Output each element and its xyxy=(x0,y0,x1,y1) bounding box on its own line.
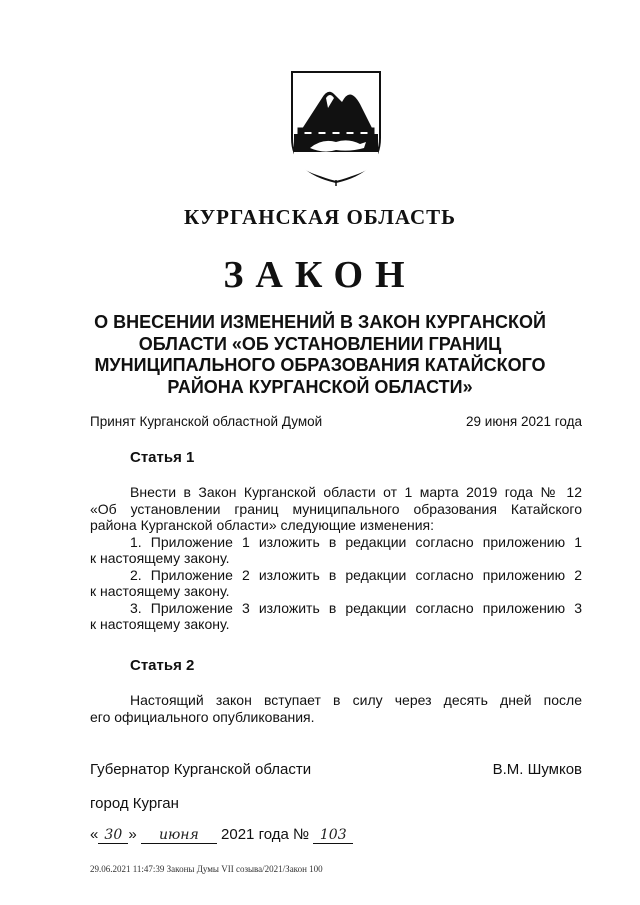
article-1-line: к настоящему закону. xyxy=(90,616,230,632)
adoption-row xyxy=(90,414,582,429)
date-year-text: 2021 года № xyxy=(221,826,310,843)
law-title-line: РАЙОНА КУРГАНСКОЙ ОБЛАСТИ» xyxy=(167,376,473,397)
adopted-by-text: Принят Курганской областной Думой xyxy=(90,414,323,429)
signature-row xyxy=(90,761,582,778)
region-title: КУРГАНСКАЯ ОБЛАСТЬ xyxy=(183,205,457,229)
signatory-position: Губернатор Курганской области xyxy=(90,761,312,778)
signing-date-line xyxy=(90,826,353,844)
adoption-date: 29 июня 2021 года xyxy=(466,414,582,429)
article-1-line: 3. Приложение 3 изложить в редакции согласно приложению 3 xyxy=(130,599,582,616)
article-2-body xyxy=(90,692,582,725)
article-1-line: к настоящему закону. xyxy=(90,583,230,599)
handwritten-number: 103 xyxy=(313,827,353,844)
signatory-name: В.М. Шумков xyxy=(492,761,582,778)
document-type: ЗАКОН xyxy=(223,254,417,296)
date-close-quote: » xyxy=(128,826,137,843)
article-1-line: к настоящему закону. xyxy=(90,550,230,566)
article-1-line: района Курганской области» следующие изменения: xyxy=(90,517,435,533)
law-title-line: МУНИЦИПАЛЬНОГО ОБРАЗОВАНИЯ КАТАЙСКОГО xyxy=(94,355,546,375)
place-text: город Курган xyxy=(90,795,179,812)
handwritten-day: 30 xyxy=(98,827,128,844)
article-2-line: его официального опубликования. xyxy=(90,708,315,725)
handwritten-month: июня xyxy=(141,827,217,844)
law-title xyxy=(90,312,550,398)
article-1-heading: Статья 1 xyxy=(130,449,195,466)
article-1-line: 2. Приложение 2 изложить в редакции согласно приложению 2 xyxy=(130,566,582,583)
coat-of-arms-emblem xyxy=(288,68,384,186)
article-1-line: «Об установлении границ муниципального образования Катайского xyxy=(90,500,582,517)
article-2-line: Настоящий закон вступает в силу через десять дней после xyxy=(130,692,582,708)
article-1-line: 1. Приложение 1 изложить в редакции согласно приложению 1 xyxy=(130,533,582,550)
law-title-line: ОБЛАСТИ «ОБ УСТАНОВЛЕНИИ ГРАНИЦ xyxy=(138,333,502,354)
document-footer: 29.06.2021 11:47:39 Законы Думы VII созыва/2021/Закон 100 xyxy=(90,864,323,874)
article-1-line: Внести в Закон Курганской области от 1 марта 2019 года № 12 xyxy=(130,484,582,500)
place-line xyxy=(90,795,582,812)
article-2-heading: Статья 2 xyxy=(130,657,195,674)
date-open-quote: « xyxy=(90,826,99,843)
article-1-body xyxy=(90,484,582,633)
law-title-line: О ВНЕСЕНИИ ИЗМЕНЕНИЙ В ЗАКОН КУРГАНСКОЙ xyxy=(94,312,546,332)
